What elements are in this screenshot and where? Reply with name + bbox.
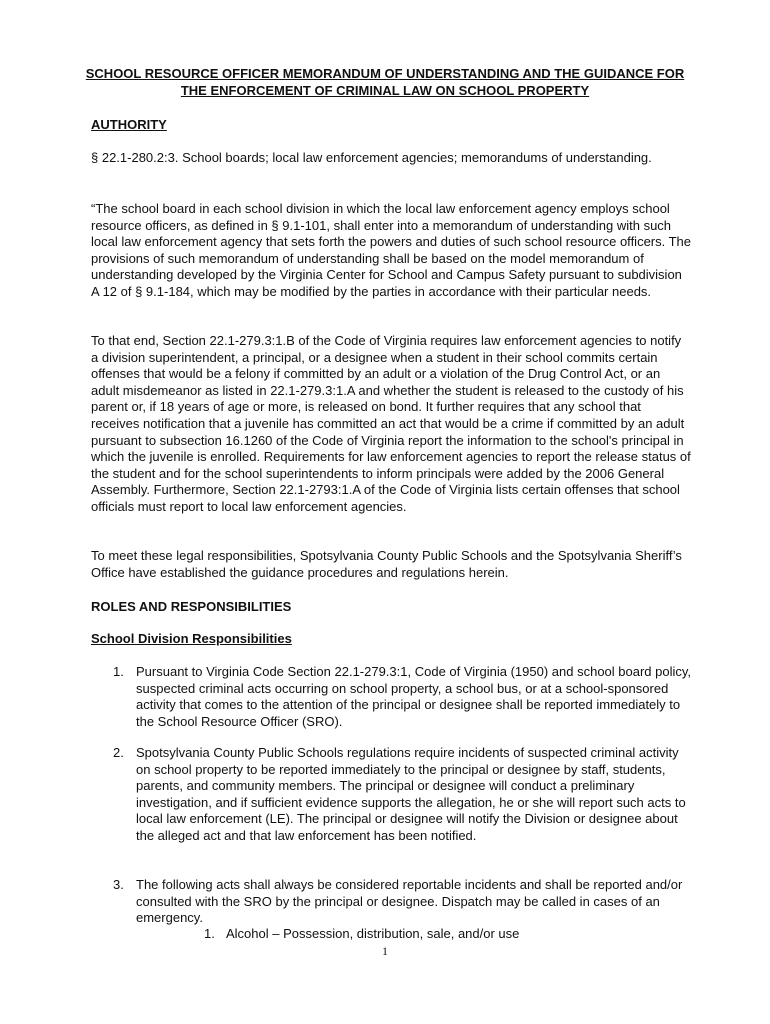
authority-citation: § 22.1-280.2:3. School boards; local law enforcement agencies; memorandums of understanding. (91, 150, 652, 165)
list-item (113, 664, 693, 730)
authority-paragraph-4: To meet these legal responsibilities, Spotsylvania County Public Schools and the Spotsylvania Sheriff’s Office have established the guidance procedures and regulations herein. (91, 548, 682, 580)
list-item-number: 2. (113, 745, 124, 760)
list-item-number: 1. (113, 664, 124, 679)
list-item (113, 877, 693, 927)
list-item-text: The following acts shall always be considered reportable incidents and shall be reported and/or consulted with the SRO by the principal or designee. Dispatch may be called in cases of an emergency. (136, 877, 683, 926)
authority-paragraph-3: To that end, Section 22.1-279.3:1.B of the Code of Virginia requires law enforcement agencies to notify a division superintendent, a principal, or a designee when a student in their school commits certain offenses that would be a felony if committed by an adult or a violation of the Drug Control Act, or an adult misdemeanor as listed in 22.1-279.3:1.A and whether the student is released to the custody of his parent or, if 18 years of age or more, is released on bond. It further requires that any school that receives notification that a juvenile has committed an act that would be a crime if committed by an adult pursuant to subsection 16.1260 of the Code of Virginia report the information to the school's principal in which the juvenile is enrolled. Requirements for law enforcement agencies to report the release status of the student and for the school superintendents to inform principals were added by the 2006 General Assembly. Furthermore, Section 22.1-2793:1.A of the Code of Virginia lists certain offenses that school officials must report to local law enforcement agencies. (91, 333, 691, 514)
list-item (113, 745, 693, 845)
sub-list-item (204, 926, 684, 943)
list-item-text: Pursuant to Virginia Code Section 22.1-279.3:1, Code of Virginia (1950) and school board policy, suspected criminal acts occurring on school property, a school bus, or at a school-sponsored activity that comes to the attention of the principal or designee shall be reported immediately to the School Resource Officer (SRO). (136, 664, 692, 729)
sub-list-item-text: Alcohol – Possession, distribution, sale, and/or use (226, 926, 520, 941)
authority-heading: AUTHORITY (91, 117, 167, 132)
sub-list-item-number: 1. (204, 926, 215, 941)
authority-quote: “The school board in each school division in which the local law enforcement agency employs school resource officers, as defined in § 9.1-101, shall enter into a memorandum of understanding with such local law enforcement agency that sets forth the powers and duties of such school resource officers. The provisions of such memorandum of understanding shall be based on the model memorandum of understanding developed by the Virginia Center for School and Campus Safety pursuant to subdivision A 12 of § 9.1-184, which may be modified by the parties in accordance with their particular needs. (91, 201, 692, 299)
list-item-number: 3. (113, 877, 124, 892)
page-number: 1 (382, 944, 388, 958)
document-title: SCHOOL RESOURCE OFFICER MEMORANDUM OF UNDERSTANDING AND THE GUIDANCE FOR THE ENFORCEMENT OF CRIMINAL LAW ON SCHOOL PROPERTY (85, 66, 685, 98)
list-item-text: Spotsylvania County Public Schools regulations require incidents of suspected criminal activity on school property to be reported immediately to the principal or designee by staff, students, parents, and community members. The principal or designee will conduct a preliminary investigation, and if sufficient evidence supports the allegation, he or she will report such acts to local law enforcement (LE). The principal or designee will notify the Division or designee about the alleged act and that law enforcement has been notified. (136, 745, 686, 843)
school-division-heading: School Division Responsibilities (91, 631, 292, 646)
roles-heading: ROLES AND RESPONSIBILITIES (91, 599, 292, 614)
